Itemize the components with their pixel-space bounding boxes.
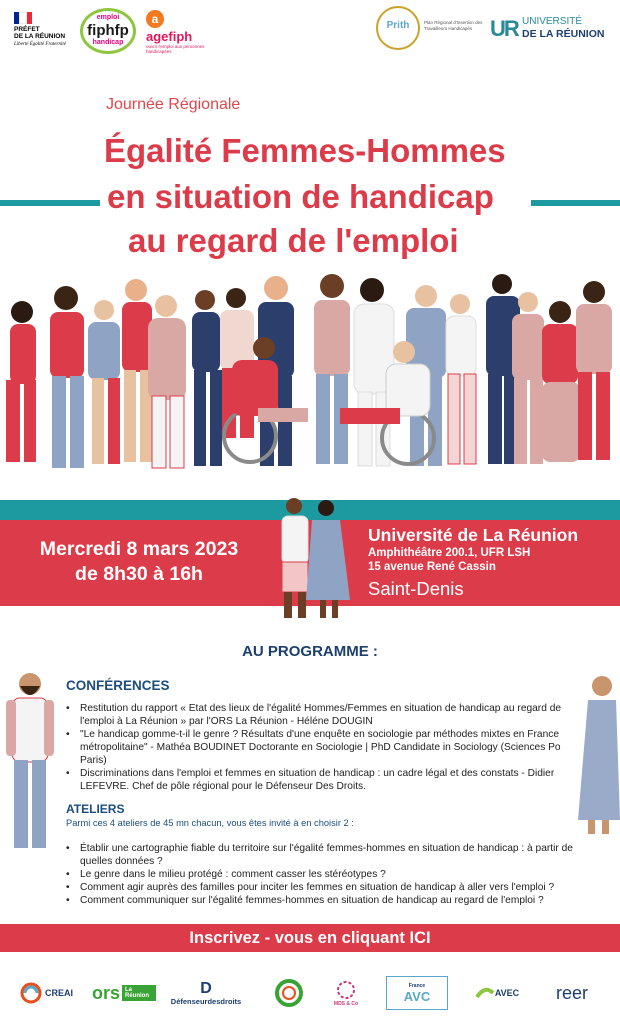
woman-illustration: [572, 670, 620, 840]
avec-label: AVEC: [494, 988, 520, 998]
teal-divider-right: [531, 200, 620, 206]
venue-name: Université de La Réunion: [368, 525, 579, 545]
prefet-logo: [14, 12, 78, 48]
conferences-heading: CONFÉRENCES: [66, 678, 170, 693]
prefet-motto: Liberté Égalité Fraternité: [14, 42, 66, 47]
conferences-list: [66, 702, 580, 793]
title-line-1: Égalité Femmes-Hommes: [104, 132, 506, 169]
reer-label: reer: [555, 982, 588, 1003]
fiphfp-bottom: handicap: [92, 39, 124, 46]
creai-logo: [18, 976, 74, 1010]
signup-button[interactable]: Inscrivez - vous en cliquant ICI: [0, 924, 620, 952]
avc-label: AVC: [403, 988, 431, 1004]
event-date: [24, 537, 254, 587]
agefiph-name: agefiph: [146, 29, 193, 44]
fiphfp-name: fiphfp: [87, 22, 129, 39]
reer-logo: [542, 976, 602, 1010]
person-figures: [6, 274, 612, 468]
ors-label: ors: [92, 982, 121, 1003]
ateliers-intro: Parmi ces 4 ateliers de 45 mn chacun, vous êtes invité à en choisir 2 :: [66, 818, 354, 828]
agefiph-logo: [146, 10, 216, 54]
diverse-people-illustration: [0, 268, 620, 488]
atelier-item: • Comment communiquer sur l'égalité femmes-hommes en situation de handicap au regard de l'emploi ?: [66, 894, 586, 907]
avec-swoosh-icon: [475, 983, 495, 1003]
conference-item: • Restitution du rapport « Etat des lieux de l'égalité Hommes/Femmes en situation de handicap au regard de l'emploi à La Réunion » par l'ORS La Réunion - Héléne DOUGIN: [66, 702, 580, 728]
programme-title: AU PROGRAMME :: [242, 643, 378, 660]
couple-illustration: [268, 496, 358, 626]
creai-label: CREAI: [44, 988, 73, 998]
prefet-line2: DE LA RÉUNION: [14, 33, 66, 40]
ors-sub: La Réunion: [122, 985, 156, 1001]
venue-address: 15 avenue René Cassin: [368, 561, 496, 573]
prefet-line1: PRÉFET: [14, 26, 40, 33]
header-logos: [0, 0, 620, 62]
prith-tagline: Plan Régional d'Insertion des Travailleurs Handicapés: [424, 20, 483, 31]
atelier-item: • Le genre dans le milieu protégé : comment casser les stéréotypes ?: [66, 868, 586, 881]
mds-label: MDS & Co: [333, 1001, 359, 1007]
circle-partner-logo: [272, 976, 306, 1010]
atelier-item: • Comment agir auprès des familles pour inciter les femmes en situation de handicap à aller vers l'emploi ?: [66, 881, 586, 894]
french-flag-icon: [14, 12, 32, 24]
ur-line1: UNIVERSITÉ: [522, 16, 583, 27]
defenseur-mark-icon: D: [200, 979, 212, 997]
ur-line2: DE LA RÉUNION: [522, 28, 605, 40]
ur-mark: UR: [490, 16, 518, 41]
mds-logo: [326, 976, 366, 1010]
fiphfp-logo: [80, 8, 136, 54]
agefiph-tagline: ouvrir l'emploi aux personnes handicapées: [146, 44, 205, 54]
avec-logo: [470, 976, 524, 1010]
event-venue: [368, 524, 618, 602]
title-line-3: au regard de l'emploi: [128, 222, 459, 259]
defenseur-label: Défenseurdesdroits: [170, 996, 242, 1006]
mds-flower-icon: [335, 979, 357, 1001]
conference-item: • "Le handicap gomme-t-il le genre ? Résultats d'une enquête en sociologie par méthodes mixtes en France métropolitaine" - Mathéa BOUDINET Doctorante en Sociologie | PhD Candidate in Sociology (Sciences Po Paris): [66, 728, 580, 767]
conference-item: • Discriminations dans l'emploi et femmes en situation de handicap : un cadre légal et des constats - Didier LEFEVRE. Chef de pôle régional pour le Défenseur Des Droits.: [66, 767, 580, 793]
fiphfp-top: emploi: [96, 14, 120, 21]
ors-logo: [92, 976, 156, 1010]
avc-top: France: [408, 982, 426, 989]
prith-name: Prith: [386, 20, 410, 31]
event-date-line2: de 8h30 à 16h: [75, 563, 203, 585]
event-date-line1: Mercredi 8 mars 2023: [39, 538, 239, 560]
teal-divider-left: [0, 200, 100, 206]
circle-wreath-icon: [274, 978, 304, 1008]
venue-room: Amphithéâtre 200.1, UFR LSH: [368, 547, 531, 559]
france-avc-logo: [386, 976, 448, 1010]
defenseur-logo: [158, 976, 254, 1010]
creai-swirl-icon: [19, 981, 43, 1005]
man-illustration: [0, 670, 60, 855]
ateliers-list: [66, 842, 586, 907]
title-line-2: en situation de handicap: [107, 178, 494, 215]
event-kicker: Journée Régionale: [106, 96, 241, 113]
venue-city: Saint-Denis: [368, 578, 464, 599]
atelier-item: • Établir une cartographie fiable du territoire sur l'égalité femmes-hommes en situation de handicap : à partir de quelles données ?: [66, 842, 586, 868]
partner-logos: [0, 968, 620, 1018]
ateliers-heading: ATELIERS: [66, 802, 125, 816]
agefiph-mark-icon: a: [146, 10, 164, 28]
prith-logo: [376, 6, 486, 50]
